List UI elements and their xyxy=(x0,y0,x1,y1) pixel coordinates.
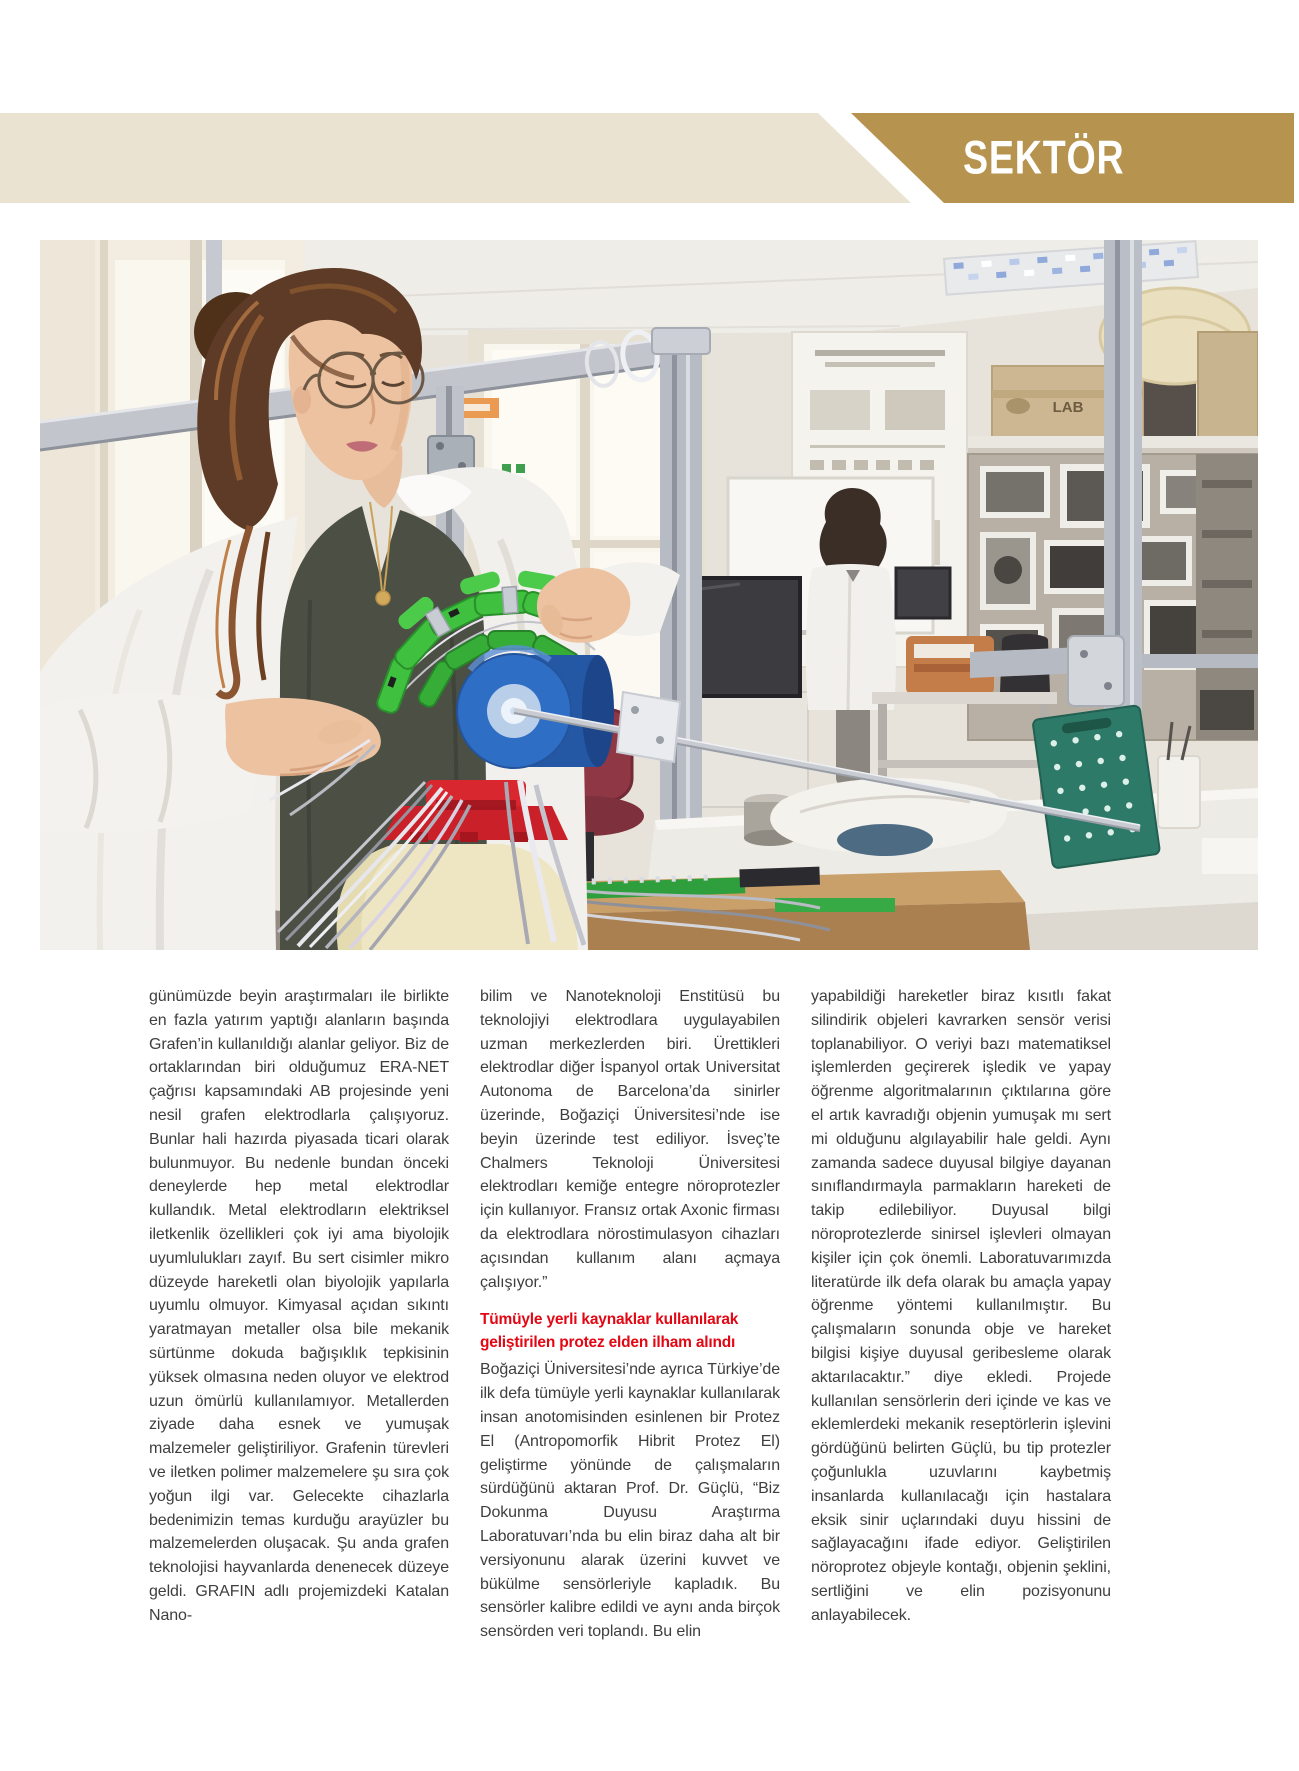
section-title: SEKTÖR xyxy=(963,130,1125,184)
lab-photo-illustration xyxy=(40,240,1258,950)
article-column-2 xyxy=(480,985,780,1644)
lab-photo xyxy=(40,240,1258,950)
blue-cylinder xyxy=(457,648,614,768)
teal-file xyxy=(1032,705,1160,869)
section-header-band xyxy=(0,113,1299,203)
column2-text-part2: Boğaziçi Üniversitesi’nde ayrıca Türkiye’de ilk defa tümüyle yerli kaynaklar kullanılarak insan anotomisinden esinlenen bir Protez El (Antropomorfik Hibrit Protez El) geliştirme yönünde de çalışmaların sürdüğünü aktaran Prof. Dr. Güçlü, “Biz Dokunma Duyusu Araştırma Laboratuvarı’nda bu elin biraz daha alt bir versiyonunu alarak üzerini kuvvet ve bükülme sensörleriyle kapladık. Bu sensörler kalibre edildi ve aynı anda birçok sensörden veri toplandı. Bu elin xyxy=(480,1361,780,1641)
rod-bracket xyxy=(617,692,680,762)
article-subheading: Tümüyle yerli kaynaklar kullanılarak geliştirilen protez elden ilham alındı xyxy=(480,1311,739,1352)
article-body xyxy=(149,985,1111,1644)
box-label: LAB xyxy=(1052,399,1084,416)
article-column-3 xyxy=(811,985,1111,1644)
column1-text: günümüzde beyin araştırmaları ile birlikte en fazla yatırım yaptığı alanların başında Grafen’in kullanıldığı alanlar geliyor. Biz de ortaklarından biri olduğumuz ERA-NET çağrısı kapsamındaki AB projesinde yeni nesil grafen elektrodlarla çalışıyoruz. Bunlar hali hazırda piyasada ticari olarak bulunmuyor. Bu nedenle bundan önceki deneylerde hep metal elektrodlar kullandık. Metal elektrodların elektriksel iletkenlik özellikleri çok iyi ama biyolojik uyumlulukları zayıf. Bu sert cisimler mikro düzeyde hareketli olan biyolojik yapılarla uyumlu olmuyor. Kimyasal açıdan sıkıntı yaratmayan metaller olsa bile mekanik sürtünme dokuda bağışıklık tepkisinin yüksek olmasına neden oluyor ve elektrod uzun ömürlü kullanılamıyor. Metallerden ziyade daha esnek ve yumuşak malzemeler geliştiriliyor. Grafenin türevleri ve iletken polimer malzemelere şu sıra çok yoğun ilgi var. Gelecekte cihazlarla bedenimizin temas kurduğu arayüzler bu malzemelerden oluşacak. Şu anda grafen teknolojisi hayvanlarda denenecek düzeye geldi. GRAFIN adlı projemizdeki Katalan Nano- xyxy=(149,988,449,1624)
small-monitor xyxy=(896,568,950,618)
column3-text: yapabildiği hareketler biraz kısıtlı fakat silindirik objeleri kavrarken sensör verisi toplanabiliyor. O veriyi bazı matematiksel işlemlerden geçirerek işledik ve yapay öğrenme algoritmalarının çıktılarına göre el artık kavradığı objenin yumuşak mı sert mi olduğunu algılayabilir hale geldi. Aynı zamanda sadece duyusal bilgiye dayanan sınıflandırmayla parmakların hareketi de takip edilebiliyor. Duyusal bilgi nöroprotezlerde sinirsel işlevleri olmayan kişiler için çok önemli. Laboratuvarımızda literatürde ilk defa olarak bu amaçla yapay öğrenme yöntemi kullanılmıştır. Bu çalışmaların sonunda obje ve hareket bilgisi kişiye duyusal geribesleme olarak aktarılacaktır.” diye ekledi. Projede kullanılan sensörlerin deri içinde ve kas ve eklemlerdeki mekanik reseptörlerin işlevini gördüğünü belirten Güçlü, bu tip protezler çoğunlukla uzuvlarını kaybetmiş insanlarda kullanılacağı için hastalara eksik sinir uçlarındaki duyu hissini de sağlayacağını ifade ediyor. Geliştirilen nöroprotez objeyle kontağı, objenin şeklini, sertliğini ve elin pozisyonunu anlayabilecek. xyxy=(811,988,1111,1624)
article-column-1 xyxy=(149,985,449,1644)
column2-text-part1: bilim ve Nanoteknoloji Enstitüsü bu teknolojiyi elektrodlara uygulayabilen uzman merkezlerden biri. Ürettikleri elektrodlar diğer İspanyol ortak Universitat Autonoma de Barcelona’da sinirler üzerinde, Boğaziçi Üniversitesi’nde ise beyin üzerinde test ediliyor. İsveç’te Chalmers Teknoloji Üniversitesi elektrodları kemiğe entegre nöroprotezler için kullanıyor. Fransız ortak Axonic firması da elektrodlara nörostimulasyon cihazları açısından kullanım alanı açmaya çalışıyor.” xyxy=(480,988,780,1291)
pen-cup xyxy=(1158,756,1200,828)
